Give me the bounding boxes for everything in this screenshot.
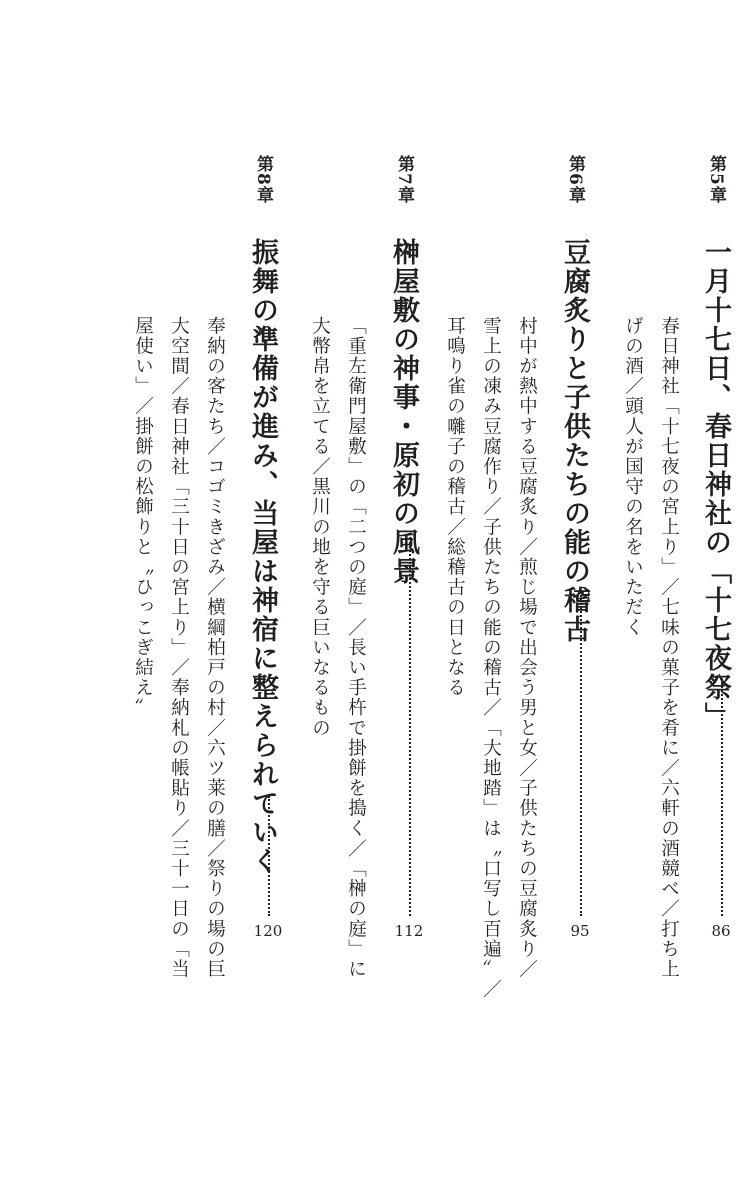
chapter-6-line-3: 耳鳴り雀の囃子の稽古／総稽古の日となる xyxy=(444,316,466,698)
chapter-7-line-1: 「重左衛門屋敷」の「二つの庭」／長い手杵で掛餅を搗く／「榊の庭」に xyxy=(345,316,367,980)
chapter-5-title: 一月十七日、春日神社の「十七夜祭」 xyxy=(700,238,731,731)
chapter-8-line-2: 大空間／春日神社「三十日の宮上り」／奉納札の帳貼り／三十一日の「当 xyxy=(168,316,190,980)
chapter-5-line-1: 春日神社「十七夜の宮上り」／七味の菓子を肴に／六軒の酒競べ／打ち上 xyxy=(658,316,680,980)
chapter-5-line-2: げの酒／頭人が国守の名をいただく xyxy=(622,316,644,638)
chapter-7-leader xyxy=(409,537,411,916)
chapter-8-line-3: 屋使い」／掛餅の松飾りと〝ひっこぎ結え〟 xyxy=(132,316,154,718)
chapter-5-leader xyxy=(721,678,723,916)
chapter-6-page-number: 95 xyxy=(570,922,590,940)
chapter-8-page-number: 120 xyxy=(253,922,283,940)
chapter-8-line-1: 奉納の客たち／コゴミきざみ／横綱柏戸の村／六ツ莱の膳／祭りの場の巨 xyxy=(204,316,226,980)
chapter-6-label: 第6章 xyxy=(565,155,585,204)
chapter-8-label: 第8章 xyxy=(253,155,273,204)
chapter-8-title: 振舞の準備が進み、当屋は神宿に整えられていく xyxy=(247,238,278,876)
chapter-5-label: 第5章 xyxy=(706,155,726,204)
chapter-6-line-2: 雪上の凍み豆腐作り／子供たちの能の稽古／「大地踏」は〝口写し百遍〟／ xyxy=(480,316,502,1000)
chapter-7-line-2: 大幣帛を立てる／黒川の地を守る巨いなるもの xyxy=(309,316,331,739)
chapter-6-title: 豆腐炙りと子供たちの能の稽古 xyxy=(559,238,590,644)
chapter-7-page-number: 112 xyxy=(394,922,424,940)
chapter-7-label: 第7章 xyxy=(394,155,414,204)
chapter-5-page-number: 86 xyxy=(711,922,731,940)
chapter-8-leader xyxy=(268,796,270,916)
chapter-6-line-1: 村中が熱中する豆腐炙り／煎じ場で出会う男と女／子供たちの豆腐炙り／ xyxy=(516,316,538,980)
chapter-7-title: 榊屋敷の神事・原初の風景 xyxy=(388,238,419,586)
chapter-6-leader xyxy=(580,592,582,916)
